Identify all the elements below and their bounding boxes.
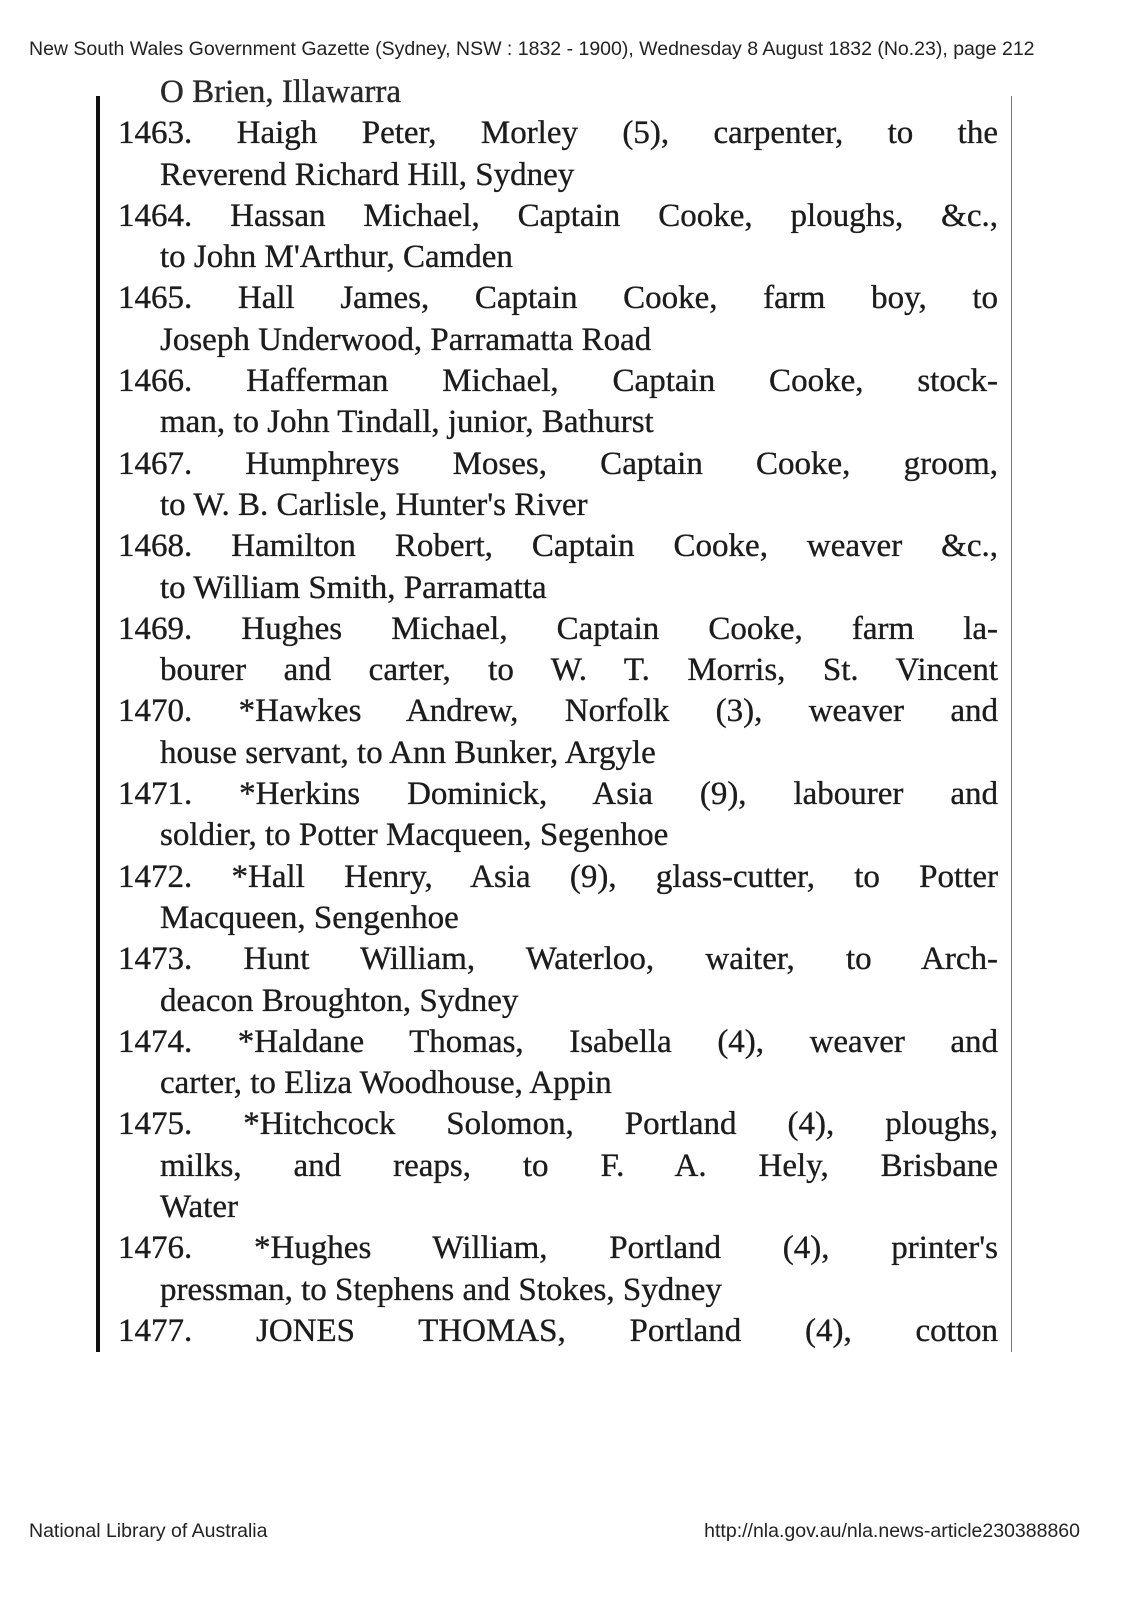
entry-line: 1465. Hall James, Captain Cooke, farm boy, to <box>118 280 998 317</box>
entry-line: 1471. *Herkins Dominick, Asia (9), labourer and <box>118 776 998 813</box>
text-line: deacon Broughton, Sydney <box>160 982 519 1019</box>
entry-line: 1468. Hamilton Robert, Captain Cooke, weaver &c., <box>118 528 998 565</box>
text-line: pressman, to Stephens and Stokes, Sydney <box>160 1271 722 1308</box>
entry-line: 1467. Humphreys Moses, Captain Cooke, groom, <box>118 445 998 482</box>
entry-line: 1469. Hughes Michael, Captain Cooke, farm la- <box>118 610 998 647</box>
entry-line: 1476. *Hughes William, Portland (4), printer's <box>118 1230 998 1267</box>
text-line: O Brien, Illawarra <box>160 74 401 110</box>
text-line: Macqueen, Sengenhoe <box>160 899 459 936</box>
text-line: milks, and reaps, to F. A. Hely, Brisbane <box>160 1147 998 1184</box>
entry-line: 1475. *Hitchcock Solomon, Portland (4), ploughs, <box>118 1106 998 1143</box>
entry-line: 1463. Haigh Peter, Morley (5), carpenter, to the <box>118 115 998 152</box>
text-line: man, to John Tindall, junior, Bathurst <box>160 404 654 441</box>
gazette-clipping <box>96 74 1012 1352</box>
entry-line: 1470. *Hawkes Andrew, Norfolk (3), weaver and <box>118 693 998 730</box>
column-rule-left <box>96 96 100 1352</box>
text-line: bourer and carter, to W. T. Morris, St. Vincent <box>160 652 998 689</box>
entry-line: 1472. *Hall Henry, Asia (9), glass-cutter, to Potter <box>118 858 998 895</box>
entry-line: 1464. Hassan Michael, Captain Cooke, ploughs, &c., <box>118 197 998 234</box>
text-line: to W. B. Carlisle, Hunter's River <box>160 486 588 523</box>
article-url[interactable]: http://nla.gov.au/nla.news-article230388860 <box>704 1520 1080 1542</box>
entry-line: 1477. JONES THOMAS, Portland (4), cotton <box>118 1312 998 1349</box>
text-line: to John M'Arthur, Camden <box>160 239 513 276</box>
gazette-column-text <box>118 72 998 1352</box>
text-line: Joseph Underwood, Parramatta Road <box>160 321 652 358</box>
entry-line: 1473. Hunt William, Waterloo, waiter, to Arch- <box>118 941 998 978</box>
text-line: to William Smith, Parramatta <box>160 569 547 606</box>
text-line: Water <box>160 1189 238 1226</box>
column-rule-right <box>1011 96 1012 1352</box>
source-credit: National Library of Australia <box>29 1520 268 1542</box>
text-line: Reverend Richard Hill, Sydney <box>160 156 575 193</box>
text-line: soldier, to Potter Macqueen, Segenhoe <box>160 817 669 854</box>
citation-header: New South Wales Government Gazette (Sydney, NSW : 1832 - 1900), Wednesday 8 August 1832 (No.23), page 212 <box>29 38 1035 60</box>
entry-line: 1474. *Haldane Thomas, Isabella (4), weaver and <box>118 1023 998 1060</box>
text-line: house servant, to Ann Bunker, Argyle <box>160 734 656 771</box>
text-line: carter, to Eliza Woodhouse, Appin <box>160 1065 612 1102</box>
entry-line: 1466. Hafferman Michael, Captain Cooke, stock- <box>118 363 998 400</box>
